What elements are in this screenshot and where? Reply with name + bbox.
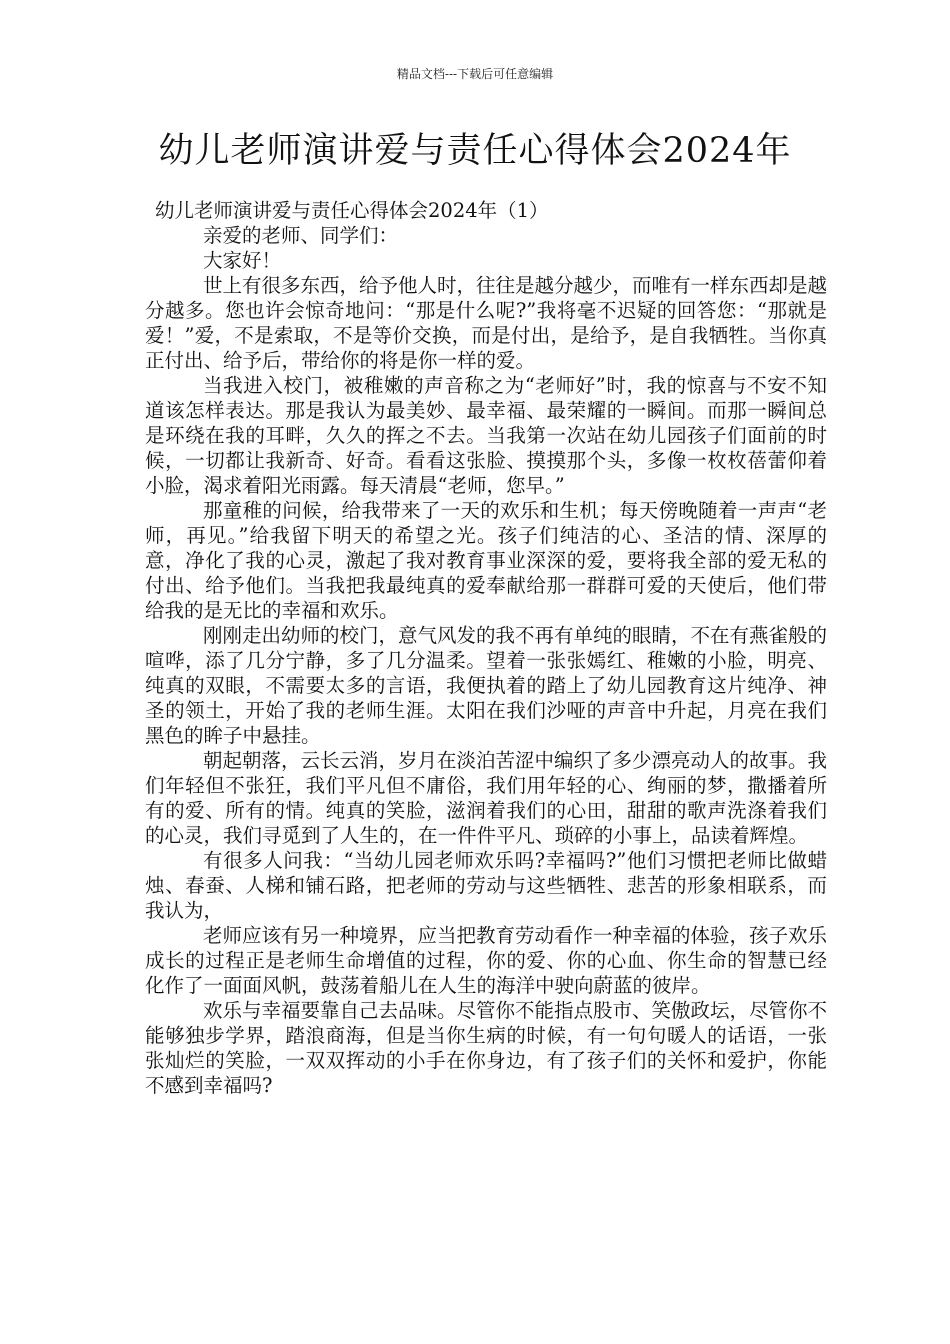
body-paragraph: 老师应该有另一种境界，应当把教育劳动看作一种幸福的体验，孩子欢乐成长的过程正是老师生命增值的过程，你的爱、你的心血、你生命的智慧已经化作了一面面风帆，鼓荡着船儿在人生的海洋中驶向蔚蓝的彼岸。 (145, 924, 828, 997)
body-paragraph: 刚刚走出幼师的校门，意气风发的我不再有单纯的眼睛，不在有燕雀般的喧哗，添了几分宁静，多了几分温柔。望着一张张嫣红、稚嫩的小脸，明亮、纯真的双眼，不需要太多的言语，我便执着的踏上了幼儿园教育这片纯净、神圣的领土，开始了我的老师生涯。太阳在我们沙哑的声音中升起，月亮在我们黑色的眸子中悬挂。 (145, 624, 828, 747)
body-paragraph: 朝起朝落，云长云消，岁月在淡泊苦涩中编织了多少漂亮动人的故事。我们年轻但不张狂，我们平凡但不庸俗，我们用年轻的心、绚丽的梦，撒播着所有的爱、所有的情。纯真的笑脸，滋润着我们的心田，甜甜的歌声洗涤着我们的心灵，我们寻觅到了人生的，在一件件平凡、琐碎的小事上，品读着辉煌。 (145, 749, 828, 847)
body-paragraph: 欢乐与幸福要靠自己去品味。尽管你不能指点股市、笑傲政坛，尽管你不能够独步学界，踏浪商海，但是当你生病的时候，有一句句暖人的话语，一张张灿烂的笑脸，一双双挥动的小手在你身边，有了孩子们的关怀和爱护，你能不感到幸福吗? (145, 999, 828, 1097)
document-title: 幼儿老师演讲爱与责任心得体会2024年 (158, 131, 792, 171)
salutation-line: 亲爱的老师、同学们： (203, 224, 399, 247)
body-paragraph: 世上有很多东西，给予他人时，往往是越分越少，而唯有一样东西却是越分越多。您也许会惊奇地问：“那是什么呢?”我将毫不迟疑的回答您：“那就是爱！”爱，不是索取，不是等价交换，而是付出，是给予，是自我牺牲。当你真正付出、给予后，带给你的将是你一样的爱。 (145, 274, 828, 372)
document-body (145, 198, 827, 1098)
greeting-line: 大家好！ (203, 249, 282, 272)
section-subtitle: 幼儿老师演讲爱与责任心得体会2024年（1） (155, 199, 549, 222)
body-paragraph: 当我进入校门，被稚嫩的声音称之为“老师好”时，我的惊喜与不安不知道该怎样表达。那是我认为最美妙、最幸福、最荣耀的一瞬间。而那一瞬间总是环绕在我的耳畔，久久的挥之不去。当我第一次站在幼儿园孩子们面前的时候，一切都让我新奇、好奇。看看这张脸、摸摸那个头，多像一枚枚蓓蕾仰着小脸，渴求着阳光雨露。每天清晨“老师，您早。” (145, 374, 827, 497)
header-note: 精品文档---下载后可任意编辑 (396, 67, 554, 81)
body-paragraph: 有很多人问我：“当幼儿园老师欢乐吗?幸福吗?”他们习惯把老师比做蜡烛、春蚕、人梯和铺石路，把老师的劳动与这些牺牲、悲苦的形象相联系，而我认为， (145, 849, 827, 922)
body-paragraph: 那童稚的问候，给我带来了一天的欢乐和生机；每天傍晚随着一声声“老师，再见。”给我留下明天的希望之光。孩子们纯洁的心、圣洁的情、深厚的意，净化了我的心灵，激起了我对教育事业深深的爱，要将我全部的爱无私的付出、给予他们。当我把我最纯真的爱奉献给那一群群可爱的天使后，他们带给我的是无比的幸福和欢乐。 (145, 499, 827, 622)
